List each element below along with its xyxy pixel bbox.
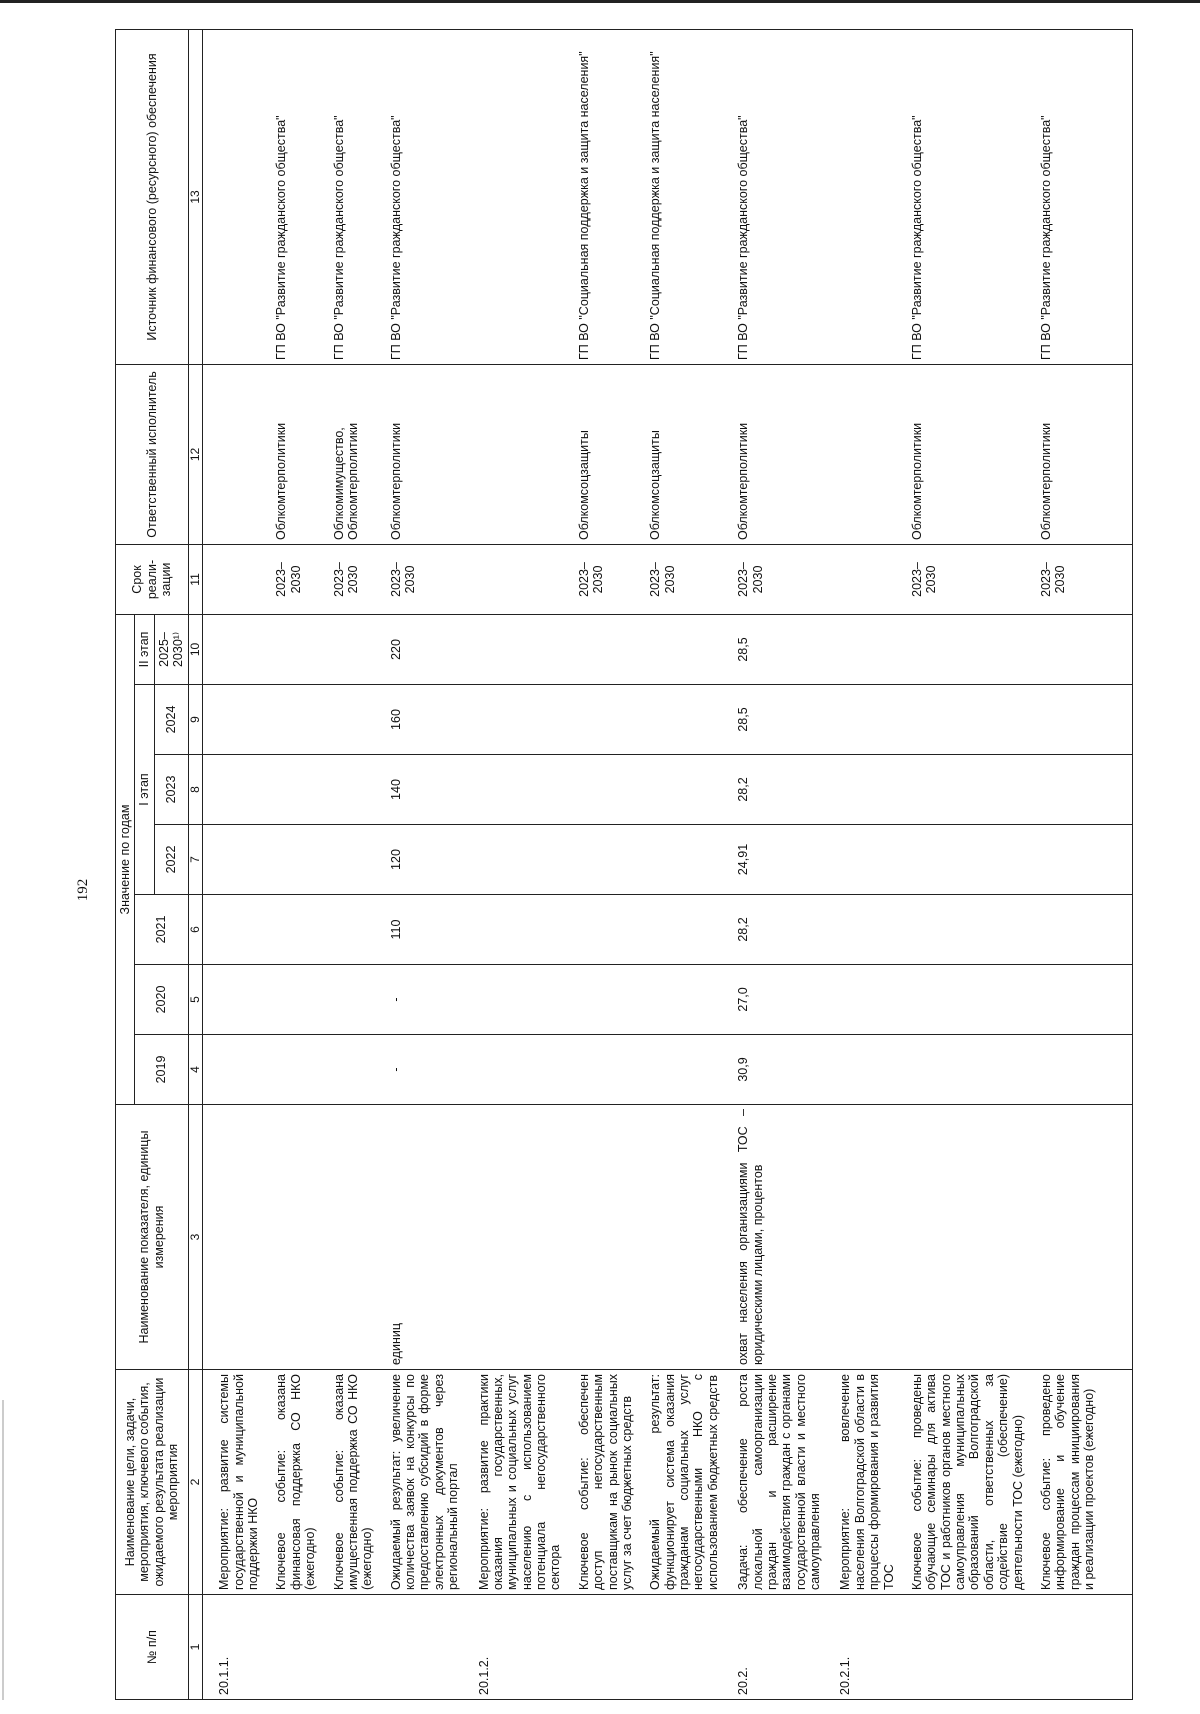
cell-v2021 (565, 895, 637, 965)
cell-term: 2023–2030 (320, 544, 377, 614)
scan-top-edge (0, 0, 1200, 3)
cell-v2024 (320, 685, 377, 755)
cell-term (824, 544, 898, 614)
cell-resp: Облкомтерполитики (377, 364, 463, 544)
cell-v2022 (463, 825, 565, 895)
cell-v2025 (320, 614, 377, 684)
cell-v2024 (463, 685, 565, 755)
cell-empty (1098, 965, 1133, 1035)
cell-name: Ключевое событие: проведено информирование и обучение граждан процессам инициирования и реализации проектов (ежегодно) (1027, 1370, 1099, 1595)
col-number: 12 (188, 364, 203, 544)
cell-v2019 (203, 1035, 263, 1105)
cell-source: ГП ВО "Развитие гражданского общества" (1027, 29, 1099, 364)
table-row (722, 29, 824, 1699)
cell-empty (1098, 1370, 1133, 1595)
cell-source: ГП ВО "Развитие гражданского общества" (320, 29, 377, 364)
col-number: 1 (188, 1595, 203, 1700)
cell-indicator (636, 1105, 722, 1370)
cell-resp (463, 364, 565, 544)
cell-indicator (1027, 1105, 1099, 1370)
cell-v2020 (824, 965, 898, 1035)
cell-empty (1098, 544, 1133, 614)
cell-num: 20.2.1. (824, 1595, 898, 1700)
cell-empty (1098, 755, 1133, 825)
header-2024: 2024 (154, 685, 188, 755)
cell-v2023: 140 (377, 755, 463, 825)
cell-v2021: 110 (377, 895, 463, 965)
header-responsible: Ответственный исполнитель (116, 364, 189, 544)
cell-name: Задача: обеспечение роста локальной самоорганизации граждан и расширение взаимодействия граждан с органами государственной власти и местного самоуправления (722, 1370, 824, 1595)
cell-term: 2023–2030 (1027, 544, 1099, 614)
cell-name: Ключевое событие: оказана имущественная поддержка СО НКО (ежегодно) (320, 1370, 377, 1595)
cell-v2021 (1027, 895, 1099, 965)
col-number: 5 (188, 965, 203, 1035)
cell-v2023 (565, 755, 637, 825)
cell-source: ГП ВО "Социальная поддержка и защита населения" (565, 29, 637, 364)
cell-v2022: 120 (377, 825, 463, 895)
cell-v2020 (1027, 965, 1099, 1035)
cell-num (262, 1595, 319, 1700)
cell-v2022 (898, 825, 1027, 895)
cell-source (203, 29, 263, 364)
cell-empty (1098, 685, 1133, 755)
cell-source: ГП ВО "Развитие гражданского общества" (262, 29, 319, 364)
cell-v2019 (565, 1035, 637, 1105)
cell-term: 2023–2030 (262, 544, 319, 614)
cell-v2025: 28,5 (722, 614, 824, 684)
scan-left-edge (2, 1400, 4, 1700)
header-indicator: Наименование показателя, единицы измерения (116, 1105, 189, 1370)
cell-name: Мероприятие: вовлечение населения Волгоградской области в процессы формирования и развития ТОС (824, 1370, 898, 1595)
cell-v2021 (262, 895, 319, 965)
col-number: 10 (188, 614, 203, 684)
header-2023: 2023 (154, 755, 188, 825)
cell-name: Ключевое событие: оказана финансовая поддержка СО НКО (ежегодно) (262, 1370, 319, 1595)
cell-v2021 (463, 895, 565, 965)
table-row (377, 29, 463, 1699)
cell-source (463, 29, 565, 364)
table-body (203, 29, 1133, 1699)
cell-v2019 (463, 1035, 565, 1105)
cell-num (377, 1595, 463, 1700)
rotated-table-container (75, 51, 1097, 1700)
cell-v2023 (262, 755, 319, 825)
cell-name: Ключевое событие: обеспечен доступ негосударственным поставщикам на рынок социальных услуг за счет бюджетных средств (565, 1370, 637, 1595)
header-values-group: Значение по годам (116, 614, 135, 1104)
cell-v2023 (636, 755, 722, 825)
cell-resp (824, 364, 898, 544)
cell-v2020 (203, 965, 263, 1035)
cell-v2020 (898, 965, 1027, 1035)
table-row (824, 29, 898, 1699)
header-stage1: I этап (135, 685, 154, 895)
table-row (463, 29, 565, 1699)
col-number: 4 (188, 1035, 203, 1105)
cell-v2024 (203, 685, 263, 755)
cell-v2024: 28,5 (722, 685, 824, 755)
col-number: 6 (188, 895, 203, 965)
table-row (565, 29, 637, 1699)
cell-source: ГП ВО "Социальная поддержка и защита населения" (636, 29, 722, 364)
cell-v2020 (463, 965, 565, 1035)
cell-v2024: 160 (377, 685, 463, 755)
cell-term (463, 544, 565, 614)
cell-v2025 (262, 614, 319, 684)
table-row (320, 29, 377, 1699)
cell-indicator (463, 1105, 565, 1370)
table-row (262, 29, 319, 1699)
cell-v2025 (636, 614, 722, 684)
cell-v2024 (636, 685, 722, 755)
col-number: 3 (188, 1105, 203, 1370)
header-num: № п/п (116, 1595, 189, 1700)
cell-v2023: 28,2 (722, 755, 824, 825)
cell-v2019 (320, 1035, 377, 1105)
cell-v2019 (824, 1035, 898, 1105)
cell-num: 20.1.2. (463, 1595, 565, 1700)
cell-empty (1098, 895, 1133, 965)
cell-v2024 (824, 685, 898, 755)
cell-v2019 (636, 1035, 722, 1105)
cell-v2023 (203, 755, 263, 825)
cell-v2022 (262, 825, 319, 895)
cell-resp: Облкомимущество, Облкомтерполитики (320, 364, 377, 544)
col-number: 11 (188, 544, 203, 614)
cell-indicator (262, 1105, 319, 1370)
col-number: 7 (188, 825, 203, 895)
cell-source: ГП ВО "Развитие гражданского общества" (377, 29, 463, 364)
cell-name: Ключевое событие: проведены обучающие семинары для актива ТОС и работников органов местного самоуправления муниципальных образований Волгоградской области, ответственных за содействие (обеспечение) деятельности ТОС (ежегодно) (898, 1370, 1027, 1595)
cell-empty (1098, 825, 1133, 895)
cell-resp: Облкомсоцзащиты (636, 364, 722, 544)
cell-v2023 (824, 755, 898, 825)
cell-v2021 (636, 895, 722, 965)
cell-indicator: единиц (377, 1105, 463, 1370)
cell-indicator (898, 1105, 1027, 1370)
cell-name: Ожидаемый результат: функционирует система оказания гражданам социальных услуг негосударственными НКО с использованием бюджетных средств (636, 1370, 722, 1595)
cell-term: 2023–2030 (377, 544, 463, 614)
cell-v2020: 27,0 (722, 965, 824, 1035)
cell-resp (203, 364, 263, 544)
cell-v2021 (824, 895, 898, 965)
cell-v2024 (262, 685, 319, 755)
cell-resp: Облкомсоцзащиты (565, 364, 637, 544)
cell-v2019: 30,9 (722, 1035, 824, 1105)
cell-v2024 (1027, 685, 1099, 755)
cell-v2021 (898, 895, 1027, 965)
cell-v2022 (565, 825, 637, 895)
cell-empty (1098, 1035, 1133, 1105)
cell-v2019: - (377, 1035, 463, 1105)
cell-v2022 (320, 825, 377, 895)
header-term: Срок реали-зации (116, 544, 189, 614)
cell-empty (1098, 1595, 1133, 1700)
header-2022: 2022 (154, 825, 188, 895)
cell-v2025 (898, 614, 1027, 684)
cell-num (636, 1595, 722, 1700)
cell-resp: Облкомтерполитики (1027, 364, 1099, 544)
header-source: Источник финансового (ресурсного) обеспечения (116, 29, 189, 364)
cell-v2023 (898, 755, 1027, 825)
header-2019: 2019 (135, 1035, 188, 1105)
header-2025-2030: 2025–2030¹⁾ (154, 614, 188, 684)
cell-empty (1098, 29, 1133, 364)
cell-v2023 (1027, 755, 1099, 825)
col-number: 9 (188, 685, 203, 755)
cell-v2025: 220 (377, 614, 463, 684)
cell-name: Ожидаемый результат: увеличение количества заявок на конкурсы по предоставлению субсидий в форме электронных документов через региональный портал (377, 1370, 463, 1595)
cell-term: 2023–2030 (722, 544, 824, 614)
cell-v2024 (898, 685, 1027, 755)
table-row (636, 29, 722, 1699)
cell-v2025 (1027, 614, 1099, 684)
cell-source: ГП ВО "Развитие гражданского общества" (898, 29, 1027, 364)
col-number: 13 (188, 29, 203, 364)
cell-num: 20.2. (722, 1595, 824, 1700)
header-name: Наименование цели, задачи, мероприятия, ключевого события, ожидаемого результата реализации мероприятия (116, 1370, 189, 1595)
cell-v2025 (565, 614, 637, 684)
cell-source: ГП ВО "Развитие гражданского общества" (722, 29, 824, 364)
cell-name: Мероприятие: развитие практики оказания государственных, муниципальных и социальных услуг населению с использованием потенциала негосударственного сектора (463, 1370, 565, 1595)
cell-indicator: охват населения организациями ТОС – юридическими лицами, процентов (722, 1105, 824, 1370)
col-number: 8 (188, 755, 203, 825)
cell-empty (1098, 364, 1133, 544)
cell-name: Мероприятие: развитие системы государственной и муниципальной поддержки НКО (203, 1370, 263, 1595)
cell-v2022 (1027, 825, 1099, 895)
table-row (1027, 29, 1099, 1699)
cell-resp: Облкомтерполитики (722, 364, 824, 544)
table-row-filler (1098, 29, 1133, 1699)
cell-resp: Облкомтерполитики (898, 364, 1027, 544)
cell-indicator (203, 1105, 263, 1370)
cell-empty (1098, 1105, 1133, 1370)
cell-term (203, 544, 263, 614)
header-2020: 2020 (135, 965, 188, 1035)
page-number: 192 (75, 878, 91, 902)
cell-empty (1098, 614, 1133, 684)
cell-v2025 (824, 614, 898, 684)
table-row (203, 29, 263, 1699)
cell-v2020 (565, 965, 637, 1035)
cell-v2022 (636, 825, 722, 895)
cell-resp: Облкомтерполитики (262, 364, 319, 544)
cell-v2019 (898, 1035, 1027, 1105)
cell-v2019 (1027, 1035, 1099, 1105)
cell-term: 2023–2030 (898, 544, 1027, 614)
cell-v2023 (463, 755, 565, 825)
header-stage2: II этап (135, 614, 154, 684)
header-2021: 2021 (135, 895, 188, 965)
cell-v2025 (463, 614, 565, 684)
cell-v2022 (824, 825, 898, 895)
cell-v2021: 28,2 (722, 895, 824, 965)
cell-v2020 (636, 965, 722, 1035)
cell-indicator (320, 1105, 377, 1370)
col-number: 2 (188, 1370, 203, 1595)
cell-source (824, 29, 898, 364)
program-table (115, 29, 1133, 1700)
cell-term: 2023–2030 (565, 544, 637, 614)
cell-term: 2023–2030 (636, 544, 722, 614)
cell-num (320, 1595, 377, 1700)
cell-v2019 (262, 1035, 319, 1105)
cell-indicator (565, 1105, 637, 1370)
cell-v2021 (203, 895, 263, 965)
cell-v2021 (320, 895, 377, 965)
cell-num (898, 1595, 1027, 1700)
cell-v2025 (203, 614, 263, 684)
cell-v2020: - (377, 965, 463, 1035)
cell-indicator (824, 1105, 898, 1370)
cell-v2023 (320, 755, 377, 825)
cell-num (1027, 1595, 1099, 1700)
table-row (898, 29, 1027, 1699)
cell-v2022: 24,91 (722, 825, 824, 895)
cell-v2020 (262, 965, 319, 1035)
cell-num: 20.1.1. (203, 1595, 263, 1700)
cell-v2022 (203, 825, 263, 895)
cell-v2020 (320, 965, 377, 1035)
cell-num (565, 1595, 637, 1700)
cell-v2024 (565, 685, 637, 755)
